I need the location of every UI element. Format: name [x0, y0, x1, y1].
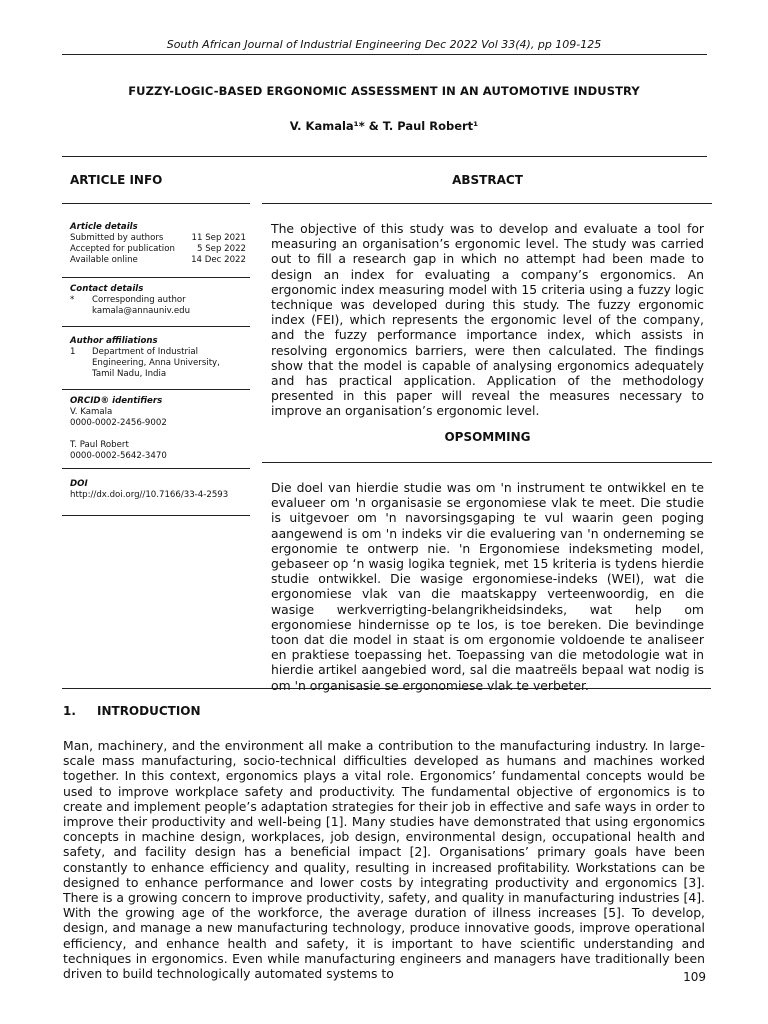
article-info-heading: ARTICLE INFO — [70, 173, 163, 187]
asterisk-marker: * — [70, 295, 75, 305]
orcid-identifiers — [70, 396, 246, 462]
journal-header: South African Journal of Industrial Engineering Dec 2022 Vol 33(4), pp 109-125 — [166, 38, 602, 51]
orcid-name: T. Paul Robert — [70, 440, 129, 450]
corresponding-author — [70, 295, 246, 306]
article-details-heading: Article details — [70, 222, 138, 232]
doi-link[interactable]: http://dx.doi.org//10.7166/33-4-2593 — [70, 490, 229, 500]
page-number: 109 — [683, 970, 706, 984]
abstract-heading: ABSTRACT — [452, 173, 523, 187]
submitted-date: 11 Sep 2021 — [191, 233, 246, 243]
orcid-name: V. Kamala — [70, 407, 113, 417]
paper-authors: V. Kamala¹* & T. Paul Robert¹ — [289, 119, 479, 133]
online-row — [70, 255, 246, 266]
doi-heading: DOI — [70, 479, 88, 489]
accepted-row — [70, 244, 246, 255]
contact-email-row — [70, 306, 246, 317]
article-details — [70, 222, 246, 266]
header-rule — [62, 54, 707, 55]
opsomming-rule — [262, 462, 712, 463]
contact-role: Corresponding author — [92, 295, 186, 305]
affiliation-line: Department of Industrial — [92, 347, 199, 357]
affiliation-line: Engineering, Anna University, — [92, 358, 220, 368]
accepted-date: 5 Sep 2022 — [197, 244, 246, 254]
submitted-row — [70, 233, 246, 244]
spacer — [70, 306, 92, 317]
title-rule — [62, 156, 707, 157]
paper-title: FUZZY-LOGIC-BASED ERGONOMIC ASSESSMENT IN AN AUTOMOTIVE INDUSTRY — [128, 84, 640, 98]
contact-heading: Contact details — [70, 284, 144, 294]
sidebar-rule — [62, 389, 250, 390]
author-affiliations — [70, 336, 246, 380]
sidebar-rule — [62, 203, 250, 204]
orcid-heading: ORCID® identifiers — [70, 396, 163, 406]
sidebar-rule — [62, 468, 250, 469]
affiliation-item — [70, 347, 246, 380]
affiliation-line: Tamil Nadu, India — [92, 369, 167, 379]
section-rule — [62, 688, 711, 689]
contact-email[interactable]: kamala@annauniv.edu — [92, 306, 191, 316]
online-date: 14 Dec 2022 — [191, 255, 246, 265]
contact-details — [70, 284, 246, 317]
opsomming-heading: OPSOMMING — [444, 430, 531, 444]
intro-number: 1. — [63, 704, 76, 718]
sidebar-rule — [62, 326, 250, 327]
opsomming-text: Die doel van hierdie studie was om 'n instrument te ontwikkel en te evalueer om 'n organisasie se ergonomiese vlak te meet. Die studie is uitgevoer om 'n navorsingsgaping te vul waarin geen poging aangewend is om 'n indeks vir die evaluering van 'n onderneming se ergonomie te ontwerp nie. 'n Ergonomiese indeksmeting model, gebaseer op ‘n wasig logika tegniek, met 15 kriteria is tydens hierdie studie ontwikkel. Die wasige ergonomiese-indeks (WEI), wat die ergonomiese vlak van die maatskappy verteenwoordig, en die wasige werkverrigting-belangrikheidsindeks, wat help om ergonomiese hindernisse op te los, is toe bereken. Die bevindinge toon dat die model in staat is om ergonomie voldoende te analiseer en praktiese toepassing het. Toepassing van die metodologie wat in hierdie artikel aangebied word, sal die maatreëls bepaal wat nodig is om 'n organisasie se ergonomiese vlak te verbeter. — [271, 480, 704, 693]
submitted-label: Submitted by authors — [70, 233, 164, 243]
orcid-id[interactable]: 0000-0002-5642-3470 — [70, 451, 167, 461]
intro-heading: INTRODUCTION — [97, 704, 201, 718]
affiliations-heading: Author affiliations — [70, 336, 158, 346]
abstract-text: The objective of this study was to develop and evaluate a tool for measuring an organisation’s ergonomic level. The study was carried out to fill a research gap in which no attempt had been made to design an index for evaluating a company’s ergonomics. An ergonomic index measuring model with 15 criteria using a fuzzy logic technique was developed during this study. The fuzzy ergonomic index (FEI), which represents the ergonomic level of the company, and the fuzzy performance importance index, which assists in resolving ergonomics barriers, were then calculated. The findings show that the model is capable of analysing ergonomics adequately and has practical application. Application of the methodology presented in this paper will reveal the measures necessary to improve an organisation’s ergonomic level. — [271, 221, 704, 419]
intro-text: Man, machinery, and the environment all make a contribution to the manufacturing industry. In large-scale mass manufacturing, socio-technical difficulties developed as humans and machines worked together. In this context, ergonomics plays a vital role. Ergonomics’ fundamental concepts would be used to improve workplace safety and productivity. The fundamental objective of ergonomics is to create and implement people’s adaptation strategies for their job in effective and safe ways in order to improve their productivity and well-being [1]. Many studies have demonstrated that using ergonomics concepts in machine design, workplaces, job design, environmental design, occupational health and safety, and facility design has a beneficial impact [2]. Organisations’ primary goals have been constantly to enhance efficiency and quality, resulting in increased profitability. Workstations can be designed to enhance performance and lower costs by integrating productivity and ergonomics [3]. There is a growing concern to improve productivity, safety, and quality in manufacturing industries [4]. With the growing age of the workforce, the average duration of illness increases [5]. To develop, design, and manage a new manufacturing technology, produce innovative goods, improve operational efficiency, and enhance health and safety, it is important to have scientific understanding and techniques in ergonomics. Even while manufacturing engineers and managers have traditionally been driven to build technologically automated systems to — [63, 738, 705, 982]
affiliation-number: 1 — [70, 347, 76, 357]
online-label: Available online — [70, 255, 138, 265]
abstract-rule — [262, 203, 712, 204]
orcid-id[interactable]: 0000-0002-2456-9002 — [70, 418, 167, 428]
sidebar-rule — [62, 515, 250, 516]
affiliation-text — [92, 347, 220, 380]
doi-block — [70, 479, 246, 501]
sidebar-rule — [62, 277, 250, 278]
accepted-label: Accepted for publication — [70, 244, 175, 254]
